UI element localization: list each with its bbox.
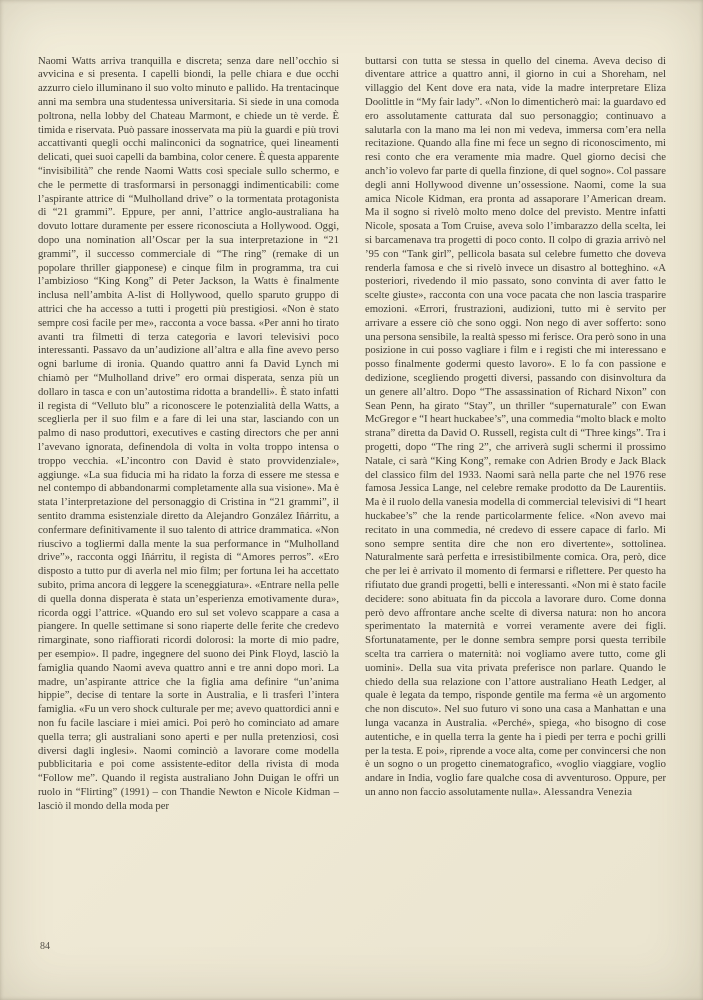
article-column-right (365, 55, 666, 814)
page-number: 84 (40, 941, 50, 952)
author-byline: Alessandra Venezia (543, 785, 633, 798)
article-column-right-text: buttarsi con tutta se stessa in quello del cinema. Aveva deciso di diventare attrice a quattro anni, il giorno in cui a Shoreham, nel villaggio del Kent dove era nata, vide la madre interpretare Eliza Doolittle in “My fair lady”. «Non lo dimenticherò mai: la guardavo ed ero assolutamente catturata dal suo personaggio; continuavo a salutarla con la mano ma lei non mi vedeva, immersa com’era nella recitazione. Quando alla fine mi fece un segno di riconoscimento, mi resi conto che era veramente mia madre. Quel giorno decisi che anch’io volevo far parte di quella finzione, di quel sogno». Col passare degli anni Hollywood divenne un’ossessione. Naomi, come la sua amica Nicole Kidman, era pronta ad assaporare l’American dream. Ma il sogno si rivelò molto meno dolce del previsto. Mentre infatti Nicole, sposata a Tom Cruise, aveva solo l’imbarazzo della scelta, lei si barcamenava tra progetti di poco conto. Il colpo di grazia arrivò nel ’95 con “Tank girl”, pellicola basata sul celebre fumetto che doveva renderla famosa e che si rivelò invece un disastro al botteghino. «A posteriori, rivedendo il mio passato, sono convinta di aver fatto le scelte giuste», racconta con una voce pacata che non lascia trasparire emozioni. «Errori, frustrazioni, audizioni, tutto mi è servito per arrivare a essere ciò che sono oggi. Non nego di aver sofferto: sono una persona sensibile, la realtà spesso mi ferisce. Ora però sono in una posizione in cui posso vagliare i film e i registi che mi interessano e posso finalmente godermi questo lavoro». E lo fa con passione e dedizione, scegliendo progetti diversi, passando con disinvoltura da un genere all’altro. Dopo “The assassination of Richard Nixon” con Sean Penn, ha girato “Stay”, un thriller “supernaturale” con Ewan McGregor e “I heart huckabee’s”, una commedia “molto black e molto strana” diretta da David O. Russell, regista cult di “Three kings”. Tra i progetti, dopo “The ring 2”, che arriverà sugli schermi il prossimo Natale, ci sarà “King Kong”, remake con Adrien Brody e Jack Black del classico film del 1933. Naomi sarà nella parte che nel 1976 rese famosa Jessica Lange, nel celebre remake prodotto da De Laurentiis. Ma è il ruolo della vanesia modella di commercial televisivi di “I heart huckabee’s” che la rende particolarmente felice. «Non avevo mai recitato in una commedia, né credevo di essere capace di farlo. Mi sono sempre sentita dire che non ero divertente», sottolinea. Naturalmente sarà perfetta e irresistibilmente comica. Ora, però, dice che per lei è arrivato il momento di fermarsi e riflettere. Per questo ha rifiutato due grandi progetti, belli e interessanti. «Non mi è stato facile decidere: sono abituata fin da piccola a lavorare duro. Come donna però devo affrontare anche scelte di diversa natura: non ho ancora sperimentato la maternità e vorrei veramente avere dei figli. Sfortunatamente, per le donne sembra sempre porsi questa terribile scelta tra carriera o maternità: noi vogliamo avere tutto, come gli uomini». Della sua vita privata preferisce non parlare. Quando le chiedo della sua relazione con l’attore australiano Heath Ledger, al quale è legata da tempo, risponde gentile ma ferma «è un argomento che non discuto». Nel suo futuro vi sono una casa a Manhattan e una lunga vacanza in Australia. «Perché», spiega, «ho bisogno di cose autentiche, e in quella terra la gente ha i piedi per terra e pochi grilli per la testa. E poi», riprende a voce alta, come per convincersi che non è un sogno o un progetto cinematografico, «voglio viaggiare, voglio andare in India, voglio fare qualche cosa di avventuroso. Oppure, per un anno non faccio assolutamente nulla». (365, 54, 666, 798)
article-column-left: Naomi Watts arriva tranquilla e discreta; senza dare nell’occhio si avvicina e si presenta. I capelli biondi, la pelle chiara e due occhi azzurro cielo illuminano il suo volto minuto e pallido. Ha trentacinque anni ma sembra una studentessa universitaria. Si siede in una comoda poltrona, nella lobby del Chateau Marmont, e chiede un tè verde. È timida e riservata. Può passare inosservata ma più la guardi e più trovi accattivanti quegli occhi malinconici da sognatrice, quei lineamenti delicati, quei suoi capelli da bambina, color cenere. È questa apparente “invisibilità” che rende Naomi Watts così speciale sullo schermo, e che le permette di trasformarsi in personaggi indimenticabili: come l’aspirante attrice di “Mulholland drive” o la tormentata protagonista di “21 grammi”. Eppure, per anni, l’attrice anglo-australiana ha dovuto lottare duramente per essere riconosciuta a Hollywood. Oggi, dopo una nomination all’Oscar per la sua interpretazione in “21 grammi”, il successo commerciale di “The ring” (remake di un popolare thriller giapponese) e cinque film in programma, tra cui l’ambizioso “King Kong” di Peter Jackson, la Watts è finalmente inclusa nell’ambita A-list di Hollywood, quello sparuto gruppo di attrici che ha accesso a tutti i progetti più prestigiosi. «Non è stato sempre così facile per me», racconta a voce bassa. «Per anni ho tirato avanti tra filmetti di terza categoria e lavori televisivi poco interessanti. Passavo da un’audizione all’altra e alla fine avevo perso ogni barlume di ironia. Quando quattro anni fa David Lynch mi chiamò per “Mulholland drive” ero ormai disperata, senza più un dollaro in tasca e con un’autostima ridotta a brandelli». È stato infatti il regista di “Velluto blu” a riconoscere le potenzialità della Watts, a sceglierla per il suo film e a fare di lei una star, lasciando con un palmo di naso produttori, executives e casting directors che per anni l’avevano ignorata, definendola di volta in volta troppo intensa o troppo vecchia. «L’incontro con David è stato provvidenziale», aggiunge. «La sua fiducia mi ha ridato la forza di essere me stessa e nel contempo di abbandonarmi completamente alla sua visione». Ma è stata l’interpretazione del personaggio di Cristina in “21 grammi”, il sentito dramma esistenziale diretto da Alejandro González Iñárritu, a confermare definitivamente il suo talento di attrice drammatica. «Non riuscivo a togliermi dalla mente la sua performance in “Mulholland drive”», racconta oggi Iñárritu, il regista di “Amores perros”. «Ero disposto a tutto pur di averla nel mio film; per fortuna lei ha accettato subito, prima ancora di leggere la sceneggiatura». «Entrare nella pelle di quella donna disperata è stata un’esperienza emotivamente dura», ricorda oggi l’attrice. «Quando ero sul set volevo scappare a casa a piangere. In quelle settimane si sono riaperte delle ferite che credevo rimarginate, sono riaffiorati ricordi dolorosi: la morte di mio padre, per esempio». Il padre, ingegnere del suono dei Pink Floyd, lasciò la famiglia quando Naomi aveva quattro anni e tre anni dopo morì. La madre, un’aspirante attrice che la figlia ama definire “un’anima hippie”, decise di tentare la sorte in Australia, e lì trasferì l’intera famiglia. «Fu un vero shock culturale per me; avevo quattordici anni e non fu facile lasciare i miei amici. Poi però ho cominciato ad amare quella terra; gli australiani sono aperti e per nulla pretenziosi, così diversi dagli inglesi». Naomi cominciò a lavorare come modella pubblicitaria e poi come assistente-editor della rivista di moda “Follow me”. Quando il regista australiano John Duigan le offrì un ruolo in “Flirting” (1991) – con Thandie Newton e Nicole Kidman – lasciò il mondo della moda per (38, 54, 339, 812)
article-columns (38, 44, 666, 824)
